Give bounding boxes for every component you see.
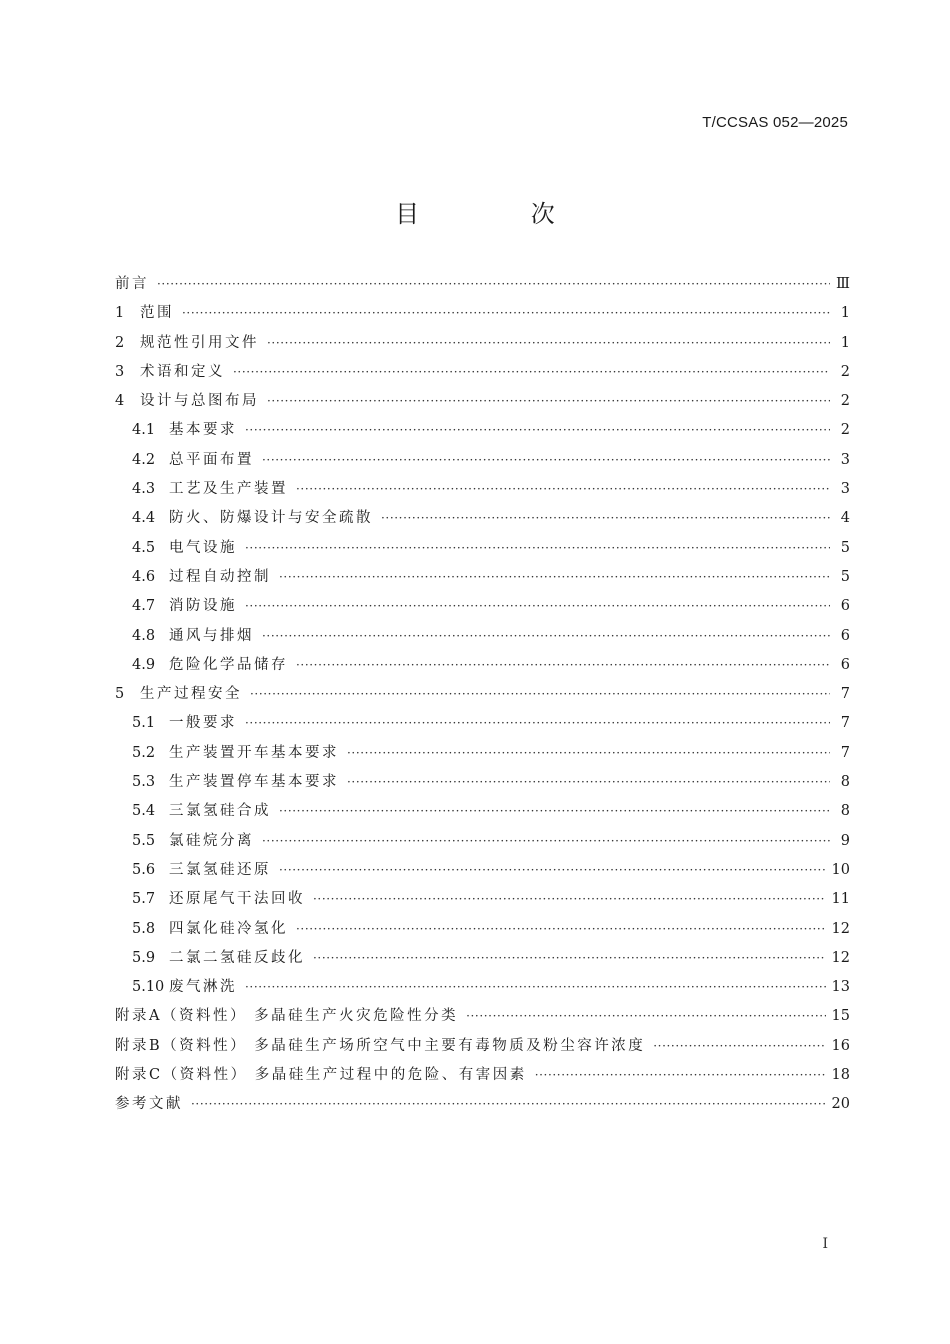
dot-leader: [313, 944, 826, 973]
toc-entry[interactable]: [115, 1061, 850, 1090]
toc-entry-label: 规范性引用文件: [140, 334, 259, 351]
toc-entry-label: 四氯化硅冷氢化: [169, 920, 288, 937]
toc-entry-label: 附录A（资料性） 多晶硅生产火灾危险性分类: [115, 1008, 459, 1025]
dot-leader: [245, 592, 830, 621]
toc-entry[interactable]: [115, 387, 850, 416]
toc-entry-number: 5.5: [132, 832, 156, 849]
toc-entry-label: 基本要求: [169, 422, 237, 439]
toc-entry-number: 5.6: [132, 861, 156, 878]
toc-entry[interactable]: [115, 270, 850, 299]
toc-entry-number: 5.3: [132, 774, 156, 791]
toc-entry[interactable]: [115, 1002, 850, 1031]
toc-entry-label: 参考文献: [115, 1096, 183, 1113]
toc-entry[interactable]: [115, 1032, 850, 1061]
toc-entry-label: 附录C（资料性） 多晶硅生产过程中的危险、有害因素: [115, 1067, 527, 1084]
toc-entry-label: 氯硅烷分离: [169, 832, 254, 849]
dot-leader: [262, 827, 830, 856]
toc-entry-page: 1: [840, 305, 850, 322]
dot-leader: [267, 329, 830, 358]
toc-entry-page: 2: [840, 363, 850, 380]
toc-entry-number: 4.7: [132, 598, 156, 615]
toc-entry-number: 2: [115, 334, 125, 351]
page-number: Ⅰ: [822, 1236, 828, 1252]
toc-entry-page: 3: [840, 481, 850, 498]
toc-entry-page: 12: [831, 949, 850, 966]
toc-entry[interactable]: [115, 299, 850, 328]
toc-entry-label: 消防设施: [169, 598, 237, 615]
dot-leader: [250, 680, 830, 709]
toc-entry-number: 1: [115, 305, 125, 322]
toc-entry-page: 9: [840, 832, 850, 849]
toc-entry-label: 设计与总图布局: [140, 393, 259, 410]
toc-entry-page: 20: [831, 1096, 850, 1113]
toc-entry-label: 废气淋洗: [169, 979, 237, 996]
toc-entry-label: 危险化学品储存: [169, 656, 288, 673]
toc-entry-page: 8: [840, 774, 850, 791]
toc-entry-page: 3: [840, 451, 850, 468]
table-of-contents: [115, 270, 850, 1120]
toc-entry-page: 13: [831, 979, 850, 996]
toc-entry-number: 5.2: [132, 744, 156, 761]
toc-entry[interactable]: [115, 709, 850, 738]
toc-entry[interactable]: [115, 797, 850, 826]
toc-entry-page: 6: [840, 598, 850, 615]
toc-entry[interactable]: [115, 416, 850, 445]
toc-entry-label: 术语和定义: [140, 363, 225, 380]
toc-entry-label: 过程自动控制: [169, 568, 271, 585]
toc-entry-number: 5.8: [132, 920, 156, 937]
dot-leader: [182, 299, 830, 328]
dot-leader: [381, 504, 830, 533]
toc-entry[interactable]: [115, 592, 850, 621]
toc-entry-number: 5.9: [132, 949, 156, 966]
toc-entry-page: 2: [840, 393, 850, 410]
page-title: 目 次: [395, 200, 607, 228]
dot-leader: [245, 973, 826, 1002]
toc-entry-page: 1: [840, 334, 850, 351]
dot-leader: [296, 651, 830, 680]
dot-leader: [267, 387, 830, 416]
dot-leader: [466, 1002, 825, 1031]
toc-entry-page: 6: [840, 627, 850, 644]
dot-leader: [279, 797, 830, 826]
toc-entry-number: 5.1: [132, 715, 156, 732]
toc-entry-label: 工艺及生产装置: [169, 481, 288, 498]
toc-entry[interactable]: [115, 680, 850, 709]
toc-entry-label: 生产过程安全: [140, 686, 242, 703]
toc-entry-number: 4.5: [132, 539, 156, 556]
toc-entry[interactable]: [115, 504, 850, 533]
toc-entry-number: 5.7: [132, 891, 156, 908]
toc-entry-label: 电气设施: [169, 539, 237, 556]
toc-entry-number: 5.10: [132, 979, 165, 996]
toc-entry-label: 三氯氢硅还原: [169, 861, 271, 878]
toc-entry[interactable]: [115, 475, 850, 504]
toc-entry-number: 3: [115, 363, 125, 380]
toc-entry-number: 4: [115, 393, 125, 410]
toc-entry-label: 前言: [115, 276, 149, 292]
toc-entry-page: 4: [840, 510, 850, 527]
toc-entry-number: 4.4: [132, 510, 156, 527]
toc-entry[interactable]: [115, 768, 850, 797]
dot-leader: [347, 768, 830, 797]
toc-entry[interactable]: [115, 622, 850, 651]
toc-entry-label: 一般要求: [169, 715, 237, 732]
dot-leader: [262, 446, 830, 475]
toc-entry-label: 通风与排烟: [169, 627, 254, 644]
dot-leader: [296, 915, 826, 944]
toc-entry-label: 还原尾气干法回收: [169, 891, 305, 908]
toc-entry[interactable]: [115, 856, 850, 885]
toc-entry-page: Ⅲ: [836, 276, 850, 292]
toc-entry[interactable]: [115, 915, 850, 944]
toc-entry-page: 6: [840, 656, 850, 673]
toc-entry-label: 范围: [140, 305, 174, 322]
toc-entry[interactable]: [115, 534, 850, 563]
toc-entry-number: 4.6: [132, 568, 156, 585]
toc-entry-label: 防火、防爆设计与安全疏散: [169, 510, 373, 527]
toc-entry-page: 12: [831, 920, 850, 937]
toc-entry-label: 总平面布置: [169, 451, 254, 468]
dot-leader: [233, 358, 830, 387]
dot-leader: [245, 416, 830, 445]
toc-entry-page: 15: [831, 1008, 850, 1025]
dot-leader: [245, 534, 830, 563]
toc-entry-number: 4.1: [132, 422, 156, 439]
dot-leader: [191, 1090, 826, 1119]
dot-leader: [653, 1032, 825, 1061]
toc-entry[interactable]: [115, 329, 850, 358]
dot-leader: [313, 885, 826, 914]
document-code: T/CCSAS 052—2025: [702, 114, 848, 131]
dot-leader: [296, 475, 830, 504]
dot-leader: [347, 739, 830, 768]
toc-entry-number: 5: [115, 686, 125, 703]
toc-entry-label: 生产装置开车基本要求: [169, 744, 339, 761]
toc-entry-label: 附录B（资料性） 多晶硅生产场所空气中主要有毒物质及粉尘容许浓度: [115, 1037, 646, 1054]
dot-leader: [262, 622, 830, 651]
toc-entry[interactable]: [115, 827, 850, 856]
toc-entry-page: 10: [831, 861, 850, 878]
toc-entry[interactable]: [115, 446, 850, 475]
toc-entry-page: 16: [831, 1037, 850, 1054]
toc-entry[interactable]: [115, 739, 850, 768]
toc-entry-label: 二氯二氢硅反歧化: [169, 949, 305, 966]
toc-entry-label: 生产装置停车基本要求: [169, 774, 339, 791]
toc-entry-page: 11: [831, 891, 850, 908]
toc-entry[interactable]: [115, 1090, 850, 1119]
toc-entry[interactable]: [115, 944, 850, 973]
dot-leader: [279, 856, 826, 885]
toc-entry-page: 7: [840, 686, 850, 703]
toc-entry-number: 4.2: [132, 451, 156, 468]
toc-entry-page: 2: [840, 422, 850, 439]
toc-entry-page: 7: [840, 744, 850, 761]
dot-leader: [157, 270, 830, 299]
toc-entry-page: 5: [840, 568, 850, 585]
toc-entry[interactable]: [115, 563, 850, 592]
dot-leader: [279, 563, 830, 592]
dot-leader: [535, 1061, 826, 1090]
toc-entry-number: 4.8: [132, 627, 156, 644]
toc-entry[interactable]: [115, 973, 850, 1002]
toc-entry-number: 4.3: [132, 481, 156, 498]
toc-entry-label: 三氯氢硅合成: [169, 803, 271, 820]
toc-entry[interactable]: [115, 358, 850, 387]
toc-entry-number: 4.9: [132, 656, 156, 673]
toc-entry-page: 18: [831, 1067, 850, 1084]
toc-entry[interactable]: [115, 651, 850, 680]
toc-entry[interactable]: [115, 885, 850, 914]
toc-entry-page: 5: [840, 539, 850, 556]
toc-entry-page: 7: [840, 715, 850, 732]
dot-leader: [245, 709, 830, 738]
toc-entry-page: 8: [840, 803, 850, 820]
toc-entry-number: 5.4: [132, 803, 156, 820]
